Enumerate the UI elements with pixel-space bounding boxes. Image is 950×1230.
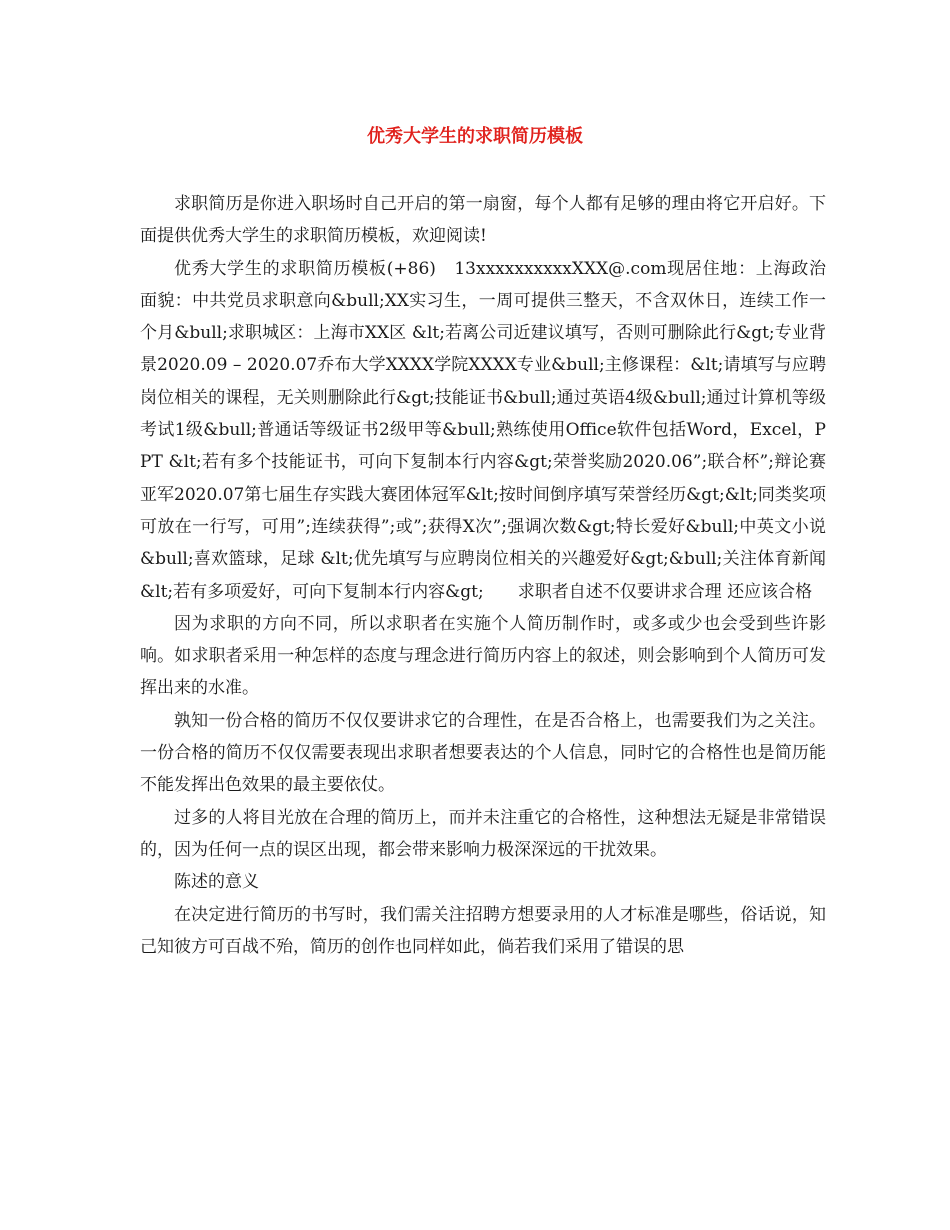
paragraph-mistake: 过多的人将目光放在合理的简历上，而并未注重它的合格性，这种想法无疑是非常错误的，因为任何一点的误区出现，都会带来影响力极深深远的干扰效果。	[140, 807, 826, 860]
paragraph-intro: 求职简历是你进入职场时自己开启的第一扇窗，每个人都有足够的理由将它开启好。下面提供优秀大学生的求职简历模板，欢迎阅读!	[140, 194, 826, 247]
section-heading-meaning: 陈述的意义	[174, 872, 259, 893]
paragraph-resume-template: 优秀大学生的求职简历模板(+86) 13xxxxxxxxxxXXX@.com现居住地：上海政治面貌：中共党员求职意向&bull;XX实习生，一周可提供三整天，不含双休日，连续工作一个月&bull;求职城区：上海市XX区 &lt;若离公司近建议填写，否则可删除此行&gt;专业背景2020.09 – 2020.07乔布大学XXXX学院XXXX专业&bull;主修课程：&lt;请填写与应聘岗位相关的课程，无关则删除此行&gt;技能证书&bull;通过英语4级&bull;通过计算机等级考试1级&bull;普通话等级证书2级甲等&bull;熟练使用Office软件包括Word，Excel，PPT &lt;若有多个技能证书，可向下复制本行内容&gt;荣誉奖励2020.06”;联合杯”;辩论赛亚军2020.07第七届生存实践大赛团体冠军&lt;按时间倒序填写荣誉经历&gt;&lt;同类奖项可放在一行写，可用”;连续获得”;或”;获得X次”;强调次数&gt;特长爱好&bull;中英文小说&bull;喜欢篮球，足球 &lt;优先填写与应聘岗位相关的兴趣爱好&gt;&bull;关注体育新闻 &lt;若有多项爱好，可向下复制本行内容&gt; 求职者自述不仅要讲求合理 还应该合格	[140, 258, 826, 602]
document-title: 优秀大学生的求职简历模板	[367, 126, 583, 147]
document-body	[140, 188, 826, 963]
paragraph-qualified: 孰知一份合格的简历不仅仅要讲求它的合理性，在是否合格上，也需要我们为之关注。一份合格的简历不仅仅需要表现出求职者想要表达的个人信息，同时它的合格性也是简历能不能发挥出色效果的最主要依仗。	[140, 710, 826, 796]
paragraph-writing: 在决定进行简历的书写时，我们需关注招聘方想要录用的人才标准是哪些，俗话说，知己知彼方可百战不殆，简历的创作也同样如此，倘若我们采用了错误的思	[140, 904, 826, 957]
paragraph-direction: 因为求职的方向不同，所以求职者在实施个人简历制作时，或多或少也会受到些许影响。如求职者采用一种怎样的态度与理念进行简历内容上的叙述，则会影响到个人简历可发挥出来的水准。	[140, 613, 826, 699]
